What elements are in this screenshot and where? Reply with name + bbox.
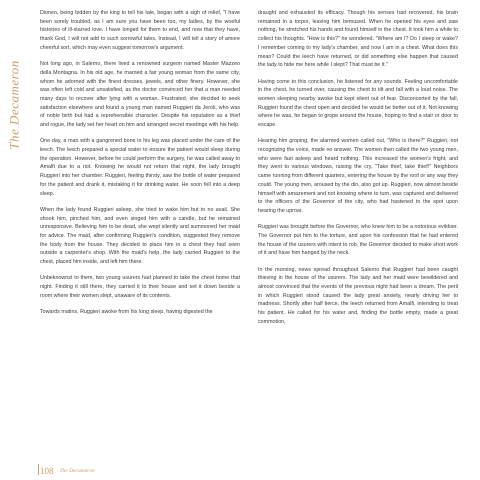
paragraph: Having come to this conclusion, he listened for any sounds. Feeling uncomfortable in the chest, he turned over, causing the chest to tilt and fall with a loud noise. The women sleeping nearby awoke but kept silent out of fear. Disconcerted by the fall, Ruggieri found the chest open and decided he would be better out of it. Not knowing where he was, he began to grope around the house, hoping to find a stair or door to escape. [258,78,458,129]
paragraph: Ruggieri was brought before the Governor, who knew him to be a notorious evildoer. The Governor put him to the torture, and upon his confession that he had entered the house of the usurers with intent to rob, the Governor decided to make short work of it and have him hanged by the neck. [258,224,458,257]
page-footer [40,466,95,476]
paragraph: When the lady found Ruggieri asleep, she tried to wake him but to no avail. She shook him, pinched him, and even singed him with a candle, but he remained unresponsive. Believing him to be dead, she wept silently and summoned her maid for advice. The maid, after confirming Ruggieri's condition, suggested they remove the body from the house. They decided to place him in a chest they had seen outside a carpenter's shop. With the maid's help, the lady carried Ruggieri to the chest, placed him inside, and left him there. [40,206,240,266]
side-title-text: The Decameron [7,60,23,150]
paragraph: Hearing him groping, the alarmed women called out, "Who is there?" Ruggieri, not recognizing the voice, made no answer. The women then called the two young men, who were fast asleep and heard nothing. This increased the women's fright, and they went to various windows, raising the cry, "Take thief, take thief!" Neighbors came running from different quarters, entering the house by the roof or any way they could. The young men, aroused by the din, also got up. Ruggieri, now almost beside himself with amazement and not knowing where to turn, was captured and delivered to the officers of the Governor of the city, who had hastened to the spot upon hearing the uproar. [258,138,458,214]
paragraph: draught and exhausted its efficacy. Though his senses had recovered, his brain remained in a torpor, leaving him bemused. When he opened his eyes and saw nothing, he stretched his hands and found himself in the chest. It took him a while to collect his thoughts. "How is this?" he wondered. "Where am I? Do I sleep or wake? I remember coming to my lady's chamber, and now I am in a chest. What does this mean? Could the leech have returned, or did something else happen that caused the lady to hide me here while I slept? That must be it." [258,10,458,69]
left-column [40,9,240,324]
side-title [2,30,28,180]
footer-rule [38,464,39,475]
paragraph: In the morning, news spread throughout Salerno that Ruggieri had been caught thieving in the house of the usurers. The lady and her maid were bewildered and almost convinced that the events of the previous night had been a dream. The peril in which Ruggieri stood caused the lady great anxiety, nearly driving her to madness. Shortly after half tierce, the leech returned from Amalfi, intending to treat his patient. He called for his water and, finding the bottle empty, made a great commotion, [258,266,458,325]
page-number: 108 [40,466,54,476]
right-column [258,9,458,334]
running-title: The Decameron [59,468,95,474]
paragraph: Towards matins, Ruggieri awoke from his long sleep, having digested the [40,309,213,316]
paragraph: One day, a man with a gangrened bone in his leg was placed under the care of the leech. The leech prepared a special water to ensure the patient would sleep during the operation. However, before he could perform the surgery, he was called away to Amalfi due to a riot. Knowing he would not return that night, the lady brought Ruggieri into her chamber. Ruggieri, feeling thirsty, saw the bottle of water prepared for the patient and drank it, mistaking it for drinking water. He soon fell into a deep sleep. [40,138,240,197]
paragraph: Dioneo, being bidden by the king to tell his tale, began with a sigh of relief, "I have been sorely troubled, as I am sure you have been too, my ladies, by the woeful histories of ill-starred love. I have longed for them to end, and now that they have, thank God, I will not add to such sorrowful tales. Instead, I will tell a story of amore cheerful sort, which may even suggest tomorrow's argument. [40,10,240,51]
paragraph: Unbeknownst to them, two young usurers had planned to take the chest home that night. Finding it still there, they carried it to their house and set it down beside a room where their women slept, unaware of its contents. [40,275,240,299]
paragraph: Not long ago, in Salerno, there lived a renowned surgeon named Master Mazzeo della Montagna. In his old age, he married a fair young woman from the same city, whom he adorned with the finest dresses, jewels, and other finery. However, she was often left cold and unsatisfied, as the doctor convinced her that a man needed many days to recover after lying with a woman. Frustrated, she decided to seek satisfaction elsewhere and found a young man named Ruggieri da Jeroli, who was of noble birth but had a reprehensible character. Despite his reputation as a thief and rogue, the lady set her heart on him and arranged secret meetings with his help. [40,61,240,129]
